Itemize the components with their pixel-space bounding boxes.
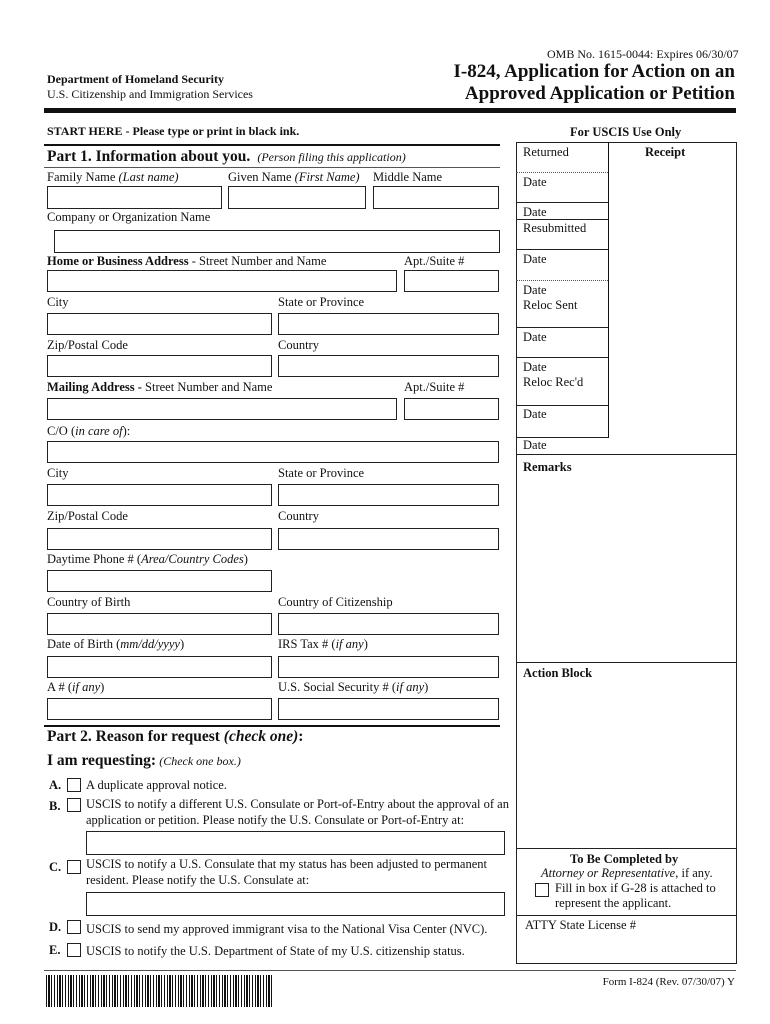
- country1-label: Country: [278, 338, 319, 352]
- company-label: Company or Organization Name: [47, 210, 211, 224]
- uscis-license-top: [516, 915, 737, 916]
- uscis-date-label: Date: [523, 205, 547, 219]
- option-c-text-line1: USCIS to notify a U.S. Consulate that my status has been adjusted to permanent: [86, 857, 487, 871]
- option-b-letter: B.: [49, 799, 61, 813]
- omb-number: OMB No. 1615-0044: Expires 06/30/07: [547, 47, 739, 61]
- agency-name: Department of Homeland Security: [47, 72, 224, 86]
- family-name-field[interactable]: [47, 186, 222, 209]
- option-a-text: A duplicate approval notice.: [86, 778, 227, 792]
- option-b-text-line1: USCIS to notify a different U.S. Consulate or Port-of-Entry about the approval of an: [86, 797, 509, 811]
- option-a-checkbox[interactable]: [67, 778, 81, 792]
- part1-title: [47, 148, 406, 166]
- home-address-label: Home or Business Address - Street Number and Name: [47, 254, 327, 268]
- uscis-use-heading: For USCIS Use Only: [570, 125, 682, 139]
- option-d-text: USCIS to send my approved immigrant visa to the National Visa Center (NVC).: [86, 922, 488, 936]
- mailing-street-field[interactable]: [47, 398, 397, 420]
- uscis-divider: [516, 280, 608, 281]
- country2-label: Country: [278, 509, 319, 523]
- footer-rule: [44, 970, 736, 971]
- care-of-field[interactable]: [47, 441, 499, 463]
- state2-label: State or Province: [278, 466, 365, 480]
- country1-field[interactable]: [278, 355, 499, 377]
- option-e-letter: E.: [49, 943, 61, 957]
- uscis-remarks-top: [516, 454, 737, 455]
- uscis-divider: [516, 219, 608, 220]
- option-c-letter: C.: [49, 860, 62, 874]
- part1-subtitle: (Person filing this application): [257, 150, 406, 164]
- uscis-date-label: Date: [523, 252, 547, 266]
- uscis-returned-label: Returned: [523, 145, 569, 159]
- zip1-field[interactable]: [47, 355, 272, 377]
- uscis-divider: [516, 249, 608, 250]
- g28-checkbox[interactable]: [535, 883, 549, 897]
- uscis-date-label: Date: [523, 360, 547, 374]
- home-apt-field[interactable]: [404, 270, 499, 292]
- middle-name-field[interactable]: [373, 186, 499, 209]
- city2-field[interactable]: [47, 484, 272, 506]
- uscis-date-label: Date: [523, 175, 547, 189]
- option-e-checkbox[interactable]: [67, 943, 81, 957]
- atty-license-label: ATTY State License #: [525, 918, 636, 932]
- option-c-consulate-field[interactable]: [86, 892, 505, 916]
- country2-field[interactable]: [278, 528, 499, 550]
- form-title-line1: I-824, Application for Action on an: [453, 61, 735, 82]
- option-b-text-line2: application or petition. Please notify the U.S. Consulate or Port-of-Entry at:: [86, 813, 465, 827]
- state1-field[interactable]: [278, 313, 499, 335]
- uscis-divider: [516, 405, 608, 406]
- dob-label: Date of Birth (mm/dd/yyyy): [47, 637, 185, 651]
- uscis-col-divider: [608, 142, 609, 438]
- form-title-line2: Approved Application or Petition: [464, 83, 735, 104]
- mailing-apt-label: Apt./Suite #: [404, 380, 465, 394]
- home-apt-label: Apt./Suite #: [404, 254, 465, 268]
- option-b-consulate-field[interactable]: [86, 831, 505, 855]
- zip2-field[interactable]: [47, 528, 272, 550]
- state1-label: State or Province: [278, 295, 365, 309]
- ssn-label: U.S. Social Security # (if any): [278, 680, 429, 694]
- citizenship-label: Country of Citizenship: [278, 595, 393, 609]
- option-c-checkbox[interactable]: [67, 860, 81, 874]
- option-c-text-line2: resident. Please notify the U.S. Consulate at:: [86, 873, 310, 887]
- uscis-use-panel: [516, 142, 737, 964]
- home-street-field[interactable]: [47, 270, 397, 292]
- attorney-heading: To Be Completed by: [570, 852, 679, 866]
- uscis-divider: [516, 327, 608, 328]
- birth-country-label: Country of Birth: [47, 595, 131, 609]
- part1-heading: Part 1. Information about you.: [47, 148, 251, 165]
- part1-underline: [44, 167, 500, 168]
- uscis-receipt-label: Receipt: [645, 145, 686, 159]
- state2-field[interactable]: [278, 484, 499, 506]
- given-name-field[interactable]: [228, 186, 366, 209]
- irs-field[interactable]: [278, 656, 499, 678]
- ssn-field[interactable]: [278, 698, 499, 720]
- irs-label: IRS Tax # (if any): [278, 637, 368, 651]
- mailing-apt-field[interactable]: [404, 398, 499, 420]
- a-number-field[interactable]: [47, 698, 272, 720]
- option-a-letter: A.: [49, 778, 62, 792]
- citizenship-field[interactable]: [278, 613, 499, 635]
- attorney-line3: Fill in box if G-28 is attached to: [555, 881, 716, 895]
- uscis-date-label: Date: [523, 407, 547, 421]
- option-e-text: USCIS to notify the U.S. Department of State of my U.S. citizenship status.: [86, 944, 465, 958]
- option-d-letter: D.: [49, 920, 62, 934]
- uscis-divider: [516, 357, 608, 358]
- uscis-action-block-label: Action Block: [523, 666, 593, 680]
- requesting-heading: I am requesting: (Check one box.): [47, 752, 241, 769]
- care-of-label: C/O (in care of):: [47, 424, 131, 438]
- a-number-label: A # (if any): [47, 680, 105, 694]
- zip1-label: Zip/Postal Code: [47, 338, 128, 352]
- city2-label: City: [47, 466, 69, 480]
- part1-rule: [44, 144, 500, 146]
- company-field[interactable]: [54, 230, 500, 253]
- part2-rule: [44, 725, 500, 727]
- city1-field[interactable]: [47, 313, 272, 335]
- option-d-checkbox[interactable]: [67, 920, 81, 934]
- barcode: [46, 975, 272, 1007]
- zip2-label: Zip/Postal Code: [47, 509, 128, 523]
- sub-agency-name: U.S. Citizenship and Immigration Services: [47, 87, 253, 101]
- uscis-divider: [516, 202, 608, 203]
- middle-name-label: Middle Name: [373, 170, 443, 184]
- phone-label: Daytime Phone # (Area/Country Codes): [47, 552, 248, 566]
- mailing-address-label: Mailing Address - Street Number and Name: [47, 380, 273, 394]
- uscis-attorney-top: [516, 848, 737, 849]
- uscis-date-label: Date: [523, 438, 547, 452]
- uscis-resubmitted-label: Resubmitted: [523, 221, 587, 235]
- given-name-label: Given Name (First Name): [228, 170, 360, 184]
- uscis-remarks-label: Remarks: [523, 460, 572, 474]
- start-here-instruction: START HERE - Please type or print in black ink.: [47, 124, 300, 138]
- uscis-date-label: Date: [523, 283, 547, 297]
- family-name-label: Family Name (Last name): [47, 170, 179, 184]
- dob-field[interactable]: [47, 656, 272, 678]
- phone-field[interactable]: [47, 570, 272, 592]
- uscis-reloc-sent-label: Reloc Sent: [523, 298, 578, 312]
- attorney-line2: Attorney or Representative, if any.: [541, 866, 713, 880]
- option-b-checkbox[interactable]: [67, 798, 81, 812]
- uscis-action-top: [516, 662, 737, 663]
- birth-country-field[interactable]: [47, 613, 272, 635]
- uscis-reloc-recd-label: Reloc Rec'd: [523, 375, 584, 389]
- uscis-date-label: Date: [523, 330, 547, 344]
- header-rule: [44, 108, 736, 113]
- form-revision: Form I-824 (Rev. 07/30/07) Y: [602, 976, 735, 988]
- part2-title: Part 2. Reason for request (check one):: [47, 728, 304, 745]
- city1-label: City: [47, 295, 69, 309]
- attorney-line4: represent the applicant.: [555, 896, 672, 910]
- uscis-divider: [516, 172, 608, 173]
